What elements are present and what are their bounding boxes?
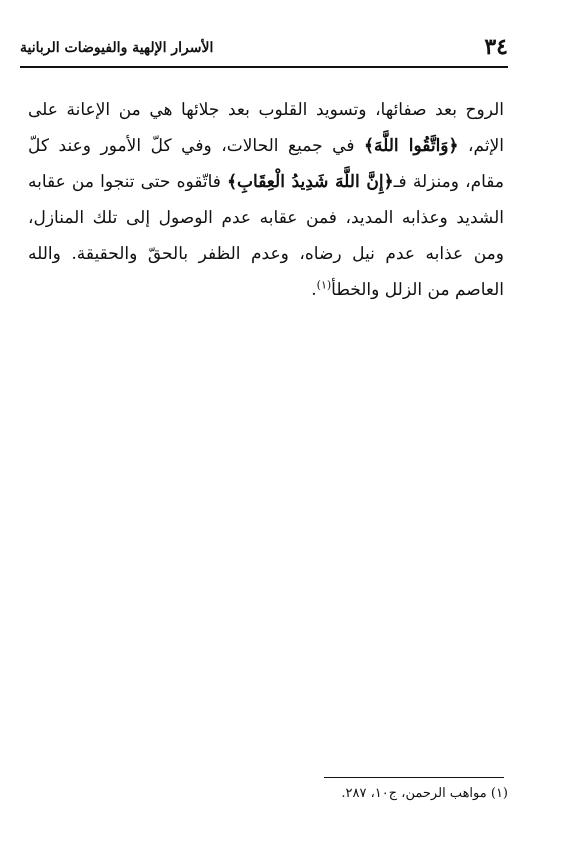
quran-quote-1: ﴿وَاتَّقُوا اللَّهَ﴾	[364, 136, 459, 156]
body-end: .	[311, 280, 317, 300]
page-header	[20, 34, 508, 64]
paragraph	[28, 92, 504, 308]
body-segment-2: في جميع الحالات، وفي كلّ الأمور وعند كلّ مقام، ومنزلة فـ	[28, 136, 504, 192]
body-paragraph	[28, 92, 504, 308]
running-title: الأسرار الإلهية والفيوضات الربانية	[20, 40, 214, 56]
body-segment-3: فاتّقوه حتى تنجوا من عقابه الشديد وعذابه المديد، فمن عقابه عدم الوصول إلى تلك المنازل، ومن عذابه عدم نيل رضاه، وعدم الظفر بالحقّ والحقيقة. والله العاصم من الزلل والخطأ	[28, 172, 504, 300]
page-number: ٣٤	[484, 34, 508, 60]
footnote-rule	[324, 777, 504, 778]
footnote: (١) مواهب الرحمن، ج١٠، ٢٨٧.	[341, 786, 508, 801]
quran-quote-2: ﴿إِنَّ اللَّهَ شَدِيدُ الْعِقَابِ﴾	[227, 172, 394, 192]
header-rule	[20, 66, 508, 68]
footnote-reference: (١)	[316, 278, 332, 292]
body-segment-1: الروح بعد صفائها، وتسويد القلوب بعد جلائها هي من الإعانة على الإثم،	[28, 100, 504, 156]
